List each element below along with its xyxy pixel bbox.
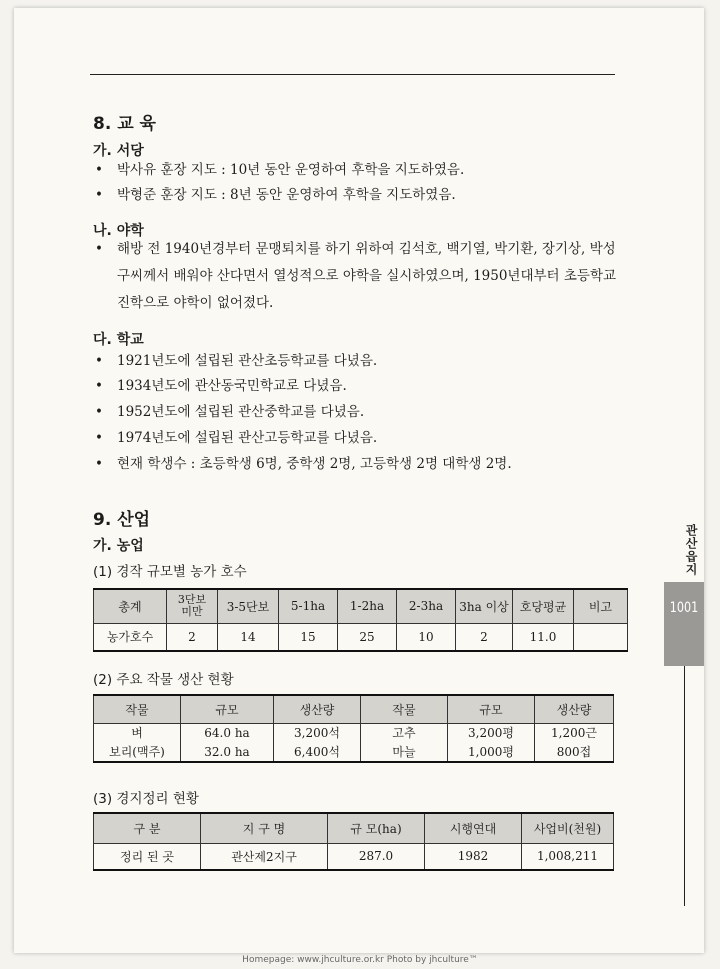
t3-cell: 1982 — [425, 843, 522, 870]
t2-header: 작물 — [94, 695, 181, 723]
t2-cell: 3,200석 — [274, 723, 361, 742]
table1-title: (1) 경작 규모별 농가 호수 — [93, 564, 247, 580]
school-item-5: • 현재 학생수 : 초등학생 6명, 중학생 2명, 고등학생 2명 대학생 2명. — [95, 456, 512, 472]
t3-header: 시행연대 — [425, 813, 522, 843]
t2-header: 규모 — [181, 695, 274, 723]
t1-cell: 2 — [456, 623, 513, 651]
t1-cell: 11.0 — [513, 623, 574, 651]
school-item-1: • 1921년도에 설립된 관산초등학교를 다녔음. — [95, 353, 378, 369]
t1-header-under3: 3단보 미만 — [167, 589, 218, 623]
table2-title: (2) 주요 작물 생산 현황 — [93, 672, 234, 688]
t1-header-2-3ha: 2-3ha — [397, 589, 456, 623]
t2-header: 작물 — [361, 695, 448, 723]
school-item-3: • 1952년도에 설립된 관산중학교를 다녔음. — [95, 404, 365, 420]
t3-cell: 관산제2지구 — [201, 843, 328, 870]
seodang-item-1: • 박사유 훈장 지도 : 10년 동안 운영하여 후학을 지도하였음. — [95, 162, 465, 178]
school-heading: 다. 학교 — [93, 332, 144, 348]
section9-title: 9. 산업 — [93, 510, 151, 530]
t2-header: 생산량 — [274, 695, 361, 723]
t3-header: 규 모(ha) — [328, 813, 425, 843]
yahak-heading: 나. 야학 — [93, 223, 144, 239]
t2-header: 규모 — [448, 695, 535, 723]
t1-cell — [574, 623, 628, 651]
t3-cell: 정리 된 곳 — [94, 843, 201, 870]
t2-cell: 6,400석 — [274, 742, 361, 762]
t2-cell: 보리(맥주) — [94, 742, 181, 762]
yahak-paragraph: • 해방 전 1940년경부터 문맹퇴치를 하기 위하여 김석호, 백기열, 박기환, 장기상, 박성구씨께서 배워야 산다면서 열성적으로 야학을 실시하였으며, 1950년대부터 초등학교 진학으로 야학이 없어졌다. — [95, 236, 627, 317]
t1-header-5-1ha: 5-1ha — [279, 589, 338, 623]
t1-header-3-5: 3-5단보 — [218, 589, 279, 623]
t2-cell: 32.0 ha — [181, 742, 274, 762]
t2-cell: 1,000평 — [448, 742, 535, 762]
t1-header-1-2ha: 1-2ha — [338, 589, 397, 623]
t2-cell: 3,200평 — [448, 723, 535, 742]
t2-cell: 마늘 — [361, 742, 448, 762]
t3-header: 지 구 명 — [201, 813, 328, 843]
t1-header-avg: 호당평균 — [513, 589, 574, 623]
t1-cell: 25 — [338, 623, 397, 651]
section8-title: 8. 교 육 — [93, 114, 156, 134]
t2-cell: 고추 — [361, 723, 448, 742]
school-item-2: • 1934년도에 관산동국민학교로 다녔음. — [95, 378, 347, 394]
t3-cell: 287.0 — [328, 843, 425, 870]
side-chapter-label: 관산읍지 — [684, 524, 698, 576]
t3-cell: 1,008,211 — [522, 843, 614, 870]
t1-cell: 농가호수 — [94, 623, 167, 651]
t2-header: 생산량 — [535, 695, 614, 723]
land-consolidation-table — [93, 812, 614, 871]
table3-title: (3) 경지정리 현황 — [93, 791, 199, 807]
school-item-4: • 1974년도에 설립된 관산고등학교를 다녔음. — [95, 430, 378, 446]
t1-cell: 2 — [167, 623, 218, 651]
side-rule — [684, 666, 685, 906]
t2-cell: 800접 — [535, 742, 614, 762]
t1-cell: 10 — [397, 623, 456, 651]
t1-cell: 14 — [218, 623, 279, 651]
t1-header-3ha-plus: 3ha 이상 — [456, 589, 513, 623]
yahak-text: 해방 전 1940년경부터 문맹퇴치를 하기 위하여 김석호, 백기열, 박기환, 장기상, 박성구씨께서 배워야 산다면서 열성적으로 야학을 실시하였으며, 1950년대부터 초등학교 진학으로 야학이 없어졌다. — [117, 241, 617, 311]
crop-production-table — [93, 694, 614, 763]
t3-header: 사업비(천원) — [522, 813, 614, 843]
seodang-item-2: • 박형준 훈장 지도 : 8년 동안 운영하여 후학을 지도하였음. — [95, 187, 456, 203]
agri-heading: 가. 농업 — [93, 538, 144, 554]
t1-cell: 15 — [279, 623, 338, 651]
page-number: 1001 — [669, 600, 699, 616]
side-tab — [664, 582, 704, 666]
t2-cell: 벼 — [94, 723, 181, 742]
t1-header-total: 총계 — [94, 589, 167, 623]
t3-header: 구 분 — [94, 813, 201, 843]
t2-cell: 1,200근 — [535, 723, 614, 742]
t1-header-note: 비고 — [574, 589, 628, 623]
top-rule — [90, 74, 615, 75]
seodang-heading: 가. 서당 — [93, 143, 144, 159]
farm-size-table — [93, 588, 628, 652]
t2-cell: 64.0 ha — [181, 723, 274, 742]
photo-credit: Homepage: www.jhculture.or.kr Photo by jhculture™ — [242, 955, 478, 965]
